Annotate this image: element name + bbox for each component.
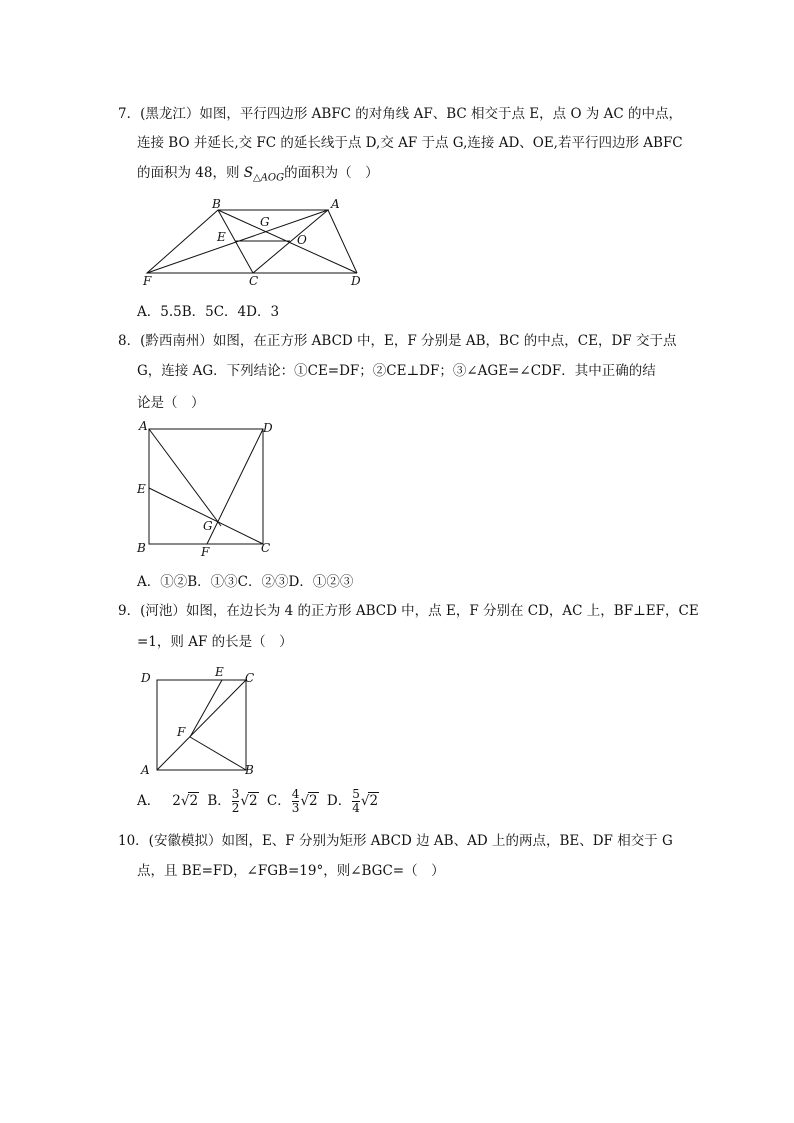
q7-label-g: G bbox=[260, 215, 270, 229]
q9-square-figure bbox=[135, 662, 265, 777]
q9-label-b: B bbox=[245, 763, 254, 777]
q7-label-b: B bbox=[212, 197, 221, 211]
q9-option-b-label: B． bbox=[207, 793, 231, 809]
q9-option-d-denominator: 4 bbox=[352, 801, 360, 815]
q9-option-c-label: C． bbox=[266, 793, 291, 809]
q9-label-a: A bbox=[141, 763, 150, 777]
q10-text-line-2: 点，且 BE=FD，∠FGB=19°，则∠BGC=（ ） bbox=[137, 863, 445, 879]
q9-option-b-fraction bbox=[232, 788, 240, 815]
q7-label-a: A bbox=[331, 197, 340, 211]
q7-options: A．5.5B．5C．4D．3 bbox=[137, 304, 280, 320]
q7-label-d: D bbox=[351, 274, 361, 288]
q8-label-g: G bbox=[203, 519, 213, 533]
q7-parallelogram-figure bbox=[135, 195, 375, 290]
q9-label-f: F bbox=[177, 725, 186, 739]
q9-option-c-radicand: 2 bbox=[309, 793, 318, 809]
q9-option-b-denominator: 2 bbox=[231, 801, 240, 815]
q7-label-c: C bbox=[249, 274, 259, 288]
q9-text-line-1: 9．(河池）如图，在边长为 4 的正方形 ABCD 中，点 E，F 分别在 CD，AC 上，BF⊥EF，CE bbox=[118, 603, 699, 619]
q10-text-line-1: 10．(安徽模拟）如图，E、F 分别为矩形 ABCD 边 AB、AD 上的两点，BE、DF 相交于 G bbox=[118, 833, 673, 849]
q7-label-o: O bbox=[297, 233, 307, 247]
q8-label-b: B bbox=[137, 541, 146, 555]
q9-option-d-label: D． bbox=[326, 793, 352, 809]
q7-text-line-1: 7．(黑龙江）如图，平行四边形 ABFC 的对角线 AF、BC 相交于点 E，点 O 为 AC 的中点， bbox=[118, 106, 682, 122]
q9-option-b-radicand: 2 bbox=[249, 793, 258, 809]
q9-text-line-2: =1，则 AF 的长是（ ） bbox=[137, 634, 293, 650]
q9-option-d-numerator: 5 bbox=[352, 787, 360, 801]
q9-option-a-label: A． bbox=[137, 793, 161, 809]
q8-text-line-1: 8．(黔西南州）如图，在正方形 ABCD 中，E，F 分别是 AB，BC 的中点，CE，DF 交于点 bbox=[118, 333, 677, 349]
q7-text-line-2: 连接 BO 并延长,交 FC 的延长线于点 D,交 AF 于点 G,连接 AD、OE,若平行四边形 ABFC bbox=[137, 135, 683, 151]
q8-options: A．①②B．①③C．②③D．①②③ bbox=[137, 574, 354, 590]
q7-label-f: F bbox=[143, 274, 152, 288]
q7-text-suffix: 的面积为（ ） bbox=[284, 165, 379, 181]
sqrt-icon: √ bbox=[180, 793, 190, 809]
sqrt-icon: √ bbox=[300, 793, 309, 809]
q8-square-figure bbox=[133, 418, 283, 560]
q9-option-c-fraction bbox=[292, 788, 300, 815]
q8-label-f: F bbox=[201, 545, 210, 559]
q9-option-a-radicand: 2 bbox=[189, 793, 199, 809]
q9-option-c-denominator: 3 bbox=[291, 801, 300, 815]
q9-option-c-numerator: 4 bbox=[291, 787, 300, 801]
q8-label-c: C bbox=[261, 541, 271, 555]
q9-option-d-radicand: 2 bbox=[369, 793, 379, 809]
q7-area-subscript: △AOG bbox=[253, 172, 285, 184]
q7-label-e: E bbox=[217, 230, 226, 244]
q7-text-line-3 bbox=[137, 164, 379, 188]
q9-option-b-numerator: 3 bbox=[231, 787, 240, 801]
q8-text-line-2: G，连接 AG．下列结论：①CE=DF；②CE⊥DF；③∠AGE=∠CDF．其中正确的结 bbox=[137, 363, 656, 379]
q9-label-e: E bbox=[215, 665, 224, 679]
q9-label-c: C bbox=[245, 671, 255, 685]
q9-label-d: D bbox=[141, 671, 151, 685]
sqrt-icon: √ bbox=[360, 793, 370, 809]
q8-label-d: D bbox=[263, 421, 273, 435]
q8-label-a: A bbox=[139, 419, 148, 433]
q9-option-d-fraction bbox=[352, 788, 360, 815]
q9-options bbox=[137, 788, 379, 815]
q8-label-e: E bbox=[137, 482, 146, 496]
q7-text-prefix: 的面积为 48，则 bbox=[137, 165, 244, 181]
q9-option-a-coef: 2 bbox=[172, 793, 181, 809]
q8-text-line-3: 论是（ ） bbox=[137, 395, 205, 411]
q7-area-symbol: S bbox=[243, 165, 254, 181]
sqrt-icon: √ bbox=[240, 793, 250, 809]
